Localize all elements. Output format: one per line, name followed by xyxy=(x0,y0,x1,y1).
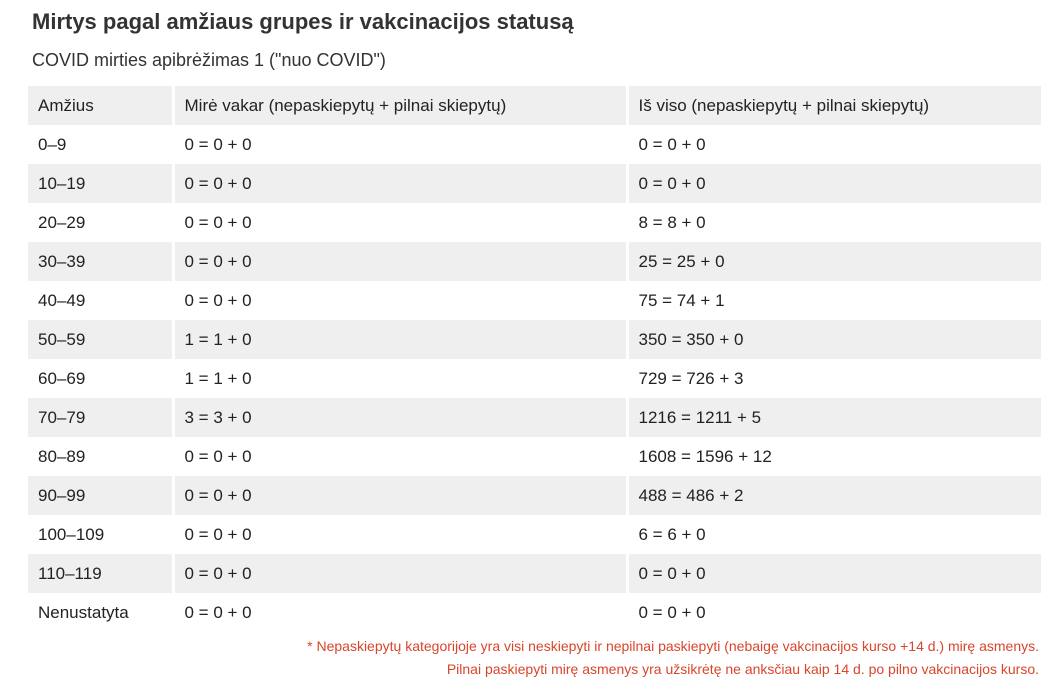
cell-yesterday: 1 = 1 + 0 xyxy=(173,320,627,359)
cell-age: 70–79 xyxy=(28,398,173,437)
page-title: Mirtys pagal amžiaus grupes ir vakcinacijos statusą xyxy=(32,9,574,34)
table-body xyxy=(28,125,1041,632)
table-row xyxy=(28,554,1041,593)
table-row xyxy=(28,125,1041,164)
cell-yesterday: 1 = 1 + 0 xyxy=(173,359,627,398)
table-row xyxy=(28,359,1041,398)
cell-yesterday: 0 = 0 + 0 xyxy=(173,164,627,203)
cell-yesterday: 0 = 0 + 0 xyxy=(173,203,627,242)
cell-total: 0 = 0 + 0 xyxy=(638,134,706,154)
table-row xyxy=(28,515,1041,554)
table-row xyxy=(28,281,1041,320)
cell-age: 100–109 xyxy=(28,515,173,554)
cell-total: 0 = 0 + 0 xyxy=(638,602,706,622)
cell-age: 20–29 xyxy=(28,203,173,242)
footnote-unvaccinated: * Nepaskiepytų kategorijoje yra visi neskiepyti ir nepilnai paskiepyti (nebaigę vakcinacijos kurso +14 d.) mirę asmenys. xyxy=(307,638,1039,654)
cell-total: 350 = 350 + 0 xyxy=(627,320,1041,359)
cell-total: 488 = 486 + 2 xyxy=(627,476,1041,515)
column-header-yesterday: Mirė vakar (nepaskiepytų + pilnai skiepytų) xyxy=(173,86,627,125)
cell-total: 25 = 25 + 0 xyxy=(627,242,1041,281)
cell-yesterday: 0 = 0 + 0 xyxy=(173,515,627,554)
cell-total: 1216 = 1211 + 5 xyxy=(627,398,1041,437)
cell-total: 8 = 8 + 0 xyxy=(638,212,706,232)
cell-yesterday: 0 = 0 + 0 xyxy=(173,281,627,320)
table-header-row xyxy=(28,86,1041,125)
cell-age: 10–19 xyxy=(28,164,173,203)
cell-yesterday: 0 = 0 + 0 xyxy=(173,242,627,281)
cell-yesterday: 0 = 0 + 0 xyxy=(173,437,627,476)
footnote-vaccinated: Pilnai paskiepyti mirę asmenys yra užsikrėtę ne anksčiau kaip 14 d. po pilno vakcinacijos kurso. xyxy=(446,661,1039,677)
cell-age: 110–119 xyxy=(28,554,173,593)
table-row xyxy=(28,164,1041,203)
cell-age: 40–49 xyxy=(28,281,173,320)
column-header-total: Iš viso (nepaskiepytų + pilnai skiepytų) xyxy=(627,86,1041,125)
cell-age: 80–89 xyxy=(28,437,173,476)
cell-yesterday: 0 = 0 + 0 xyxy=(173,476,627,515)
cell-age: 90–99 xyxy=(28,476,173,515)
cell-total: 1608 = 1596 + 12 xyxy=(638,446,772,466)
cell-age: 60–69 xyxy=(28,359,173,398)
cell-total: 6 = 6 + 0 xyxy=(638,524,706,544)
page-subtitle: COVID mirties apibrėžimas 1 ("nuo COVID") xyxy=(32,50,386,70)
cell-age: 30–39 xyxy=(28,242,173,281)
cell-total: 0 = 0 + 0 xyxy=(627,554,1041,593)
table-row xyxy=(28,476,1041,515)
cell-age: 0–9 xyxy=(28,125,173,164)
cell-total: 0 = 0 + 0 xyxy=(627,164,1041,203)
table-header xyxy=(28,86,1041,125)
deaths-table xyxy=(28,86,1041,632)
column-header-age: Amžius xyxy=(28,86,173,125)
cell-yesterday: 0 = 0 + 0 xyxy=(173,125,627,164)
cell-age: Nenustatyta xyxy=(28,593,173,632)
table-row xyxy=(28,320,1041,359)
table-row xyxy=(28,398,1041,437)
cell-age: 50–59 xyxy=(28,320,173,359)
cell-total: 729 = 726 + 3 xyxy=(638,368,744,388)
cell-yesterday: 0 = 0 + 0 xyxy=(173,593,627,632)
cell-total: 75 = 74 + 1 xyxy=(638,290,725,310)
table-row xyxy=(28,203,1041,242)
table-row xyxy=(28,242,1041,281)
table-row xyxy=(28,593,1041,632)
cell-yesterday: 0 = 0 + 0 xyxy=(173,554,627,593)
cell-yesterday: 3 = 3 + 0 xyxy=(173,398,627,437)
table-row xyxy=(28,437,1041,476)
